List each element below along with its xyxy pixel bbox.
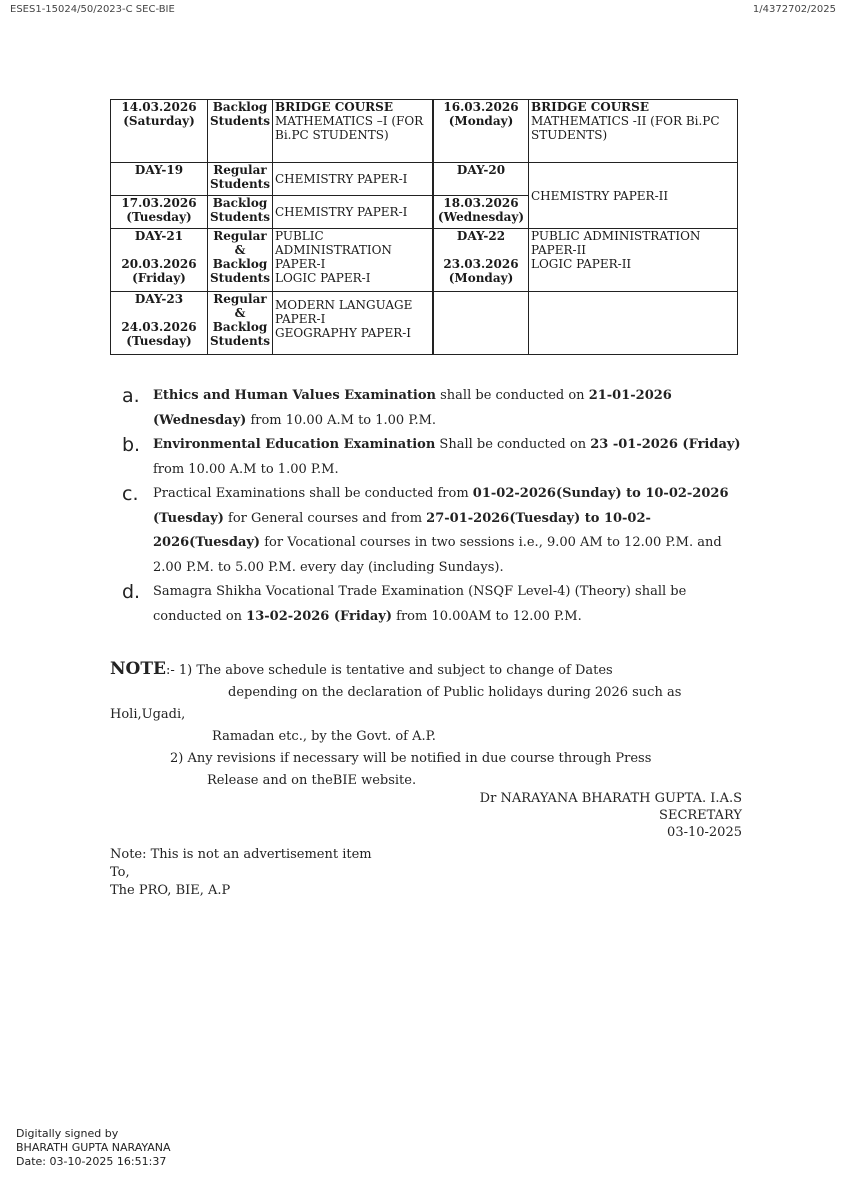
text: from 10.00AM to 12.00 P.M.	[392, 608, 582, 624]
students-cell	[208, 100, 273, 163]
students-label: Regular	[213, 292, 267, 306]
exam-day: (Friday)	[132, 271, 186, 285]
note-text: Holi,Ugadi,	[110, 707, 186, 722]
subject-name: CHEMISTRY PAPER-II	[531, 188, 669, 203]
note-text: Release and on theBIE website.	[207, 773, 417, 788]
students-label: Backlog	[212, 100, 268, 114]
note-label: NOTE	[110, 659, 166, 679]
subject-heading: BRIDGE COURSE	[531, 100, 649, 114]
exam-day: (Monday)	[448, 114, 514, 128]
subject-cell	[273, 163, 433, 196]
date-cell	[434, 196, 529, 229]
digital-signature-line: Date: 03-10-2025 16:51:37	[16, 1155, 167, 1168]
bold-text: 27-01-2026(Tuesday) to 10-02-2026(Tuesday)	[153, 510, 651, 550]
day-label-cell	[111, 163, 208, 196]
list-text	[153, 580, 742, 629]
students-label: &	[234, 243, 246, 257]
students-label: Regular	[213, 163, 267, 177]
exam-date: 14.03.2026	[121, 100, 197, 114]
note-text: 2) Any revisions if necessary will be notified in due course through Press	[170, 751, 652, 766]
subject-cell	[529, 229, 738, 292]
note-text: depending on the declaration of Public holidays during 2026 such as	[228, 685, 682, 700]
students-label: Backlog	[212, 320, 268, 334]
note-text: 1) The above schedule is tentative and subject to change of Dates	[178, 663, 613, 678]
subject-name: MODERN LANGUAGE PAPER-I	[275, 298, 413, 326]
date-cell	[111, 100, 208, 163]
subject-name: CHEMISTRY PAPER-I	[275, 205, 408, 219]
list-text	[153, 384, 742, 433]
bold-text: Environmental Education Examination	[153, 437, 436, 452]
empty-cell	[529, 292, 738, 355]
students-cell	[208, 196, 273, 229]
subject-name: PUBLIC ADMINISTRATION PAPER-I	[275, 229, 392, 271]
students-cell	[208, 229, 273, 292]
students-label: Students	[210, 334, 270, 348]
students-label: &	[234, 306, 246, 320]
students-label: Regular	[213, 229, 267, 243]
exam-day: (Tuesday)	[126, 334, 192, 348]
table-row	[111, 292, 738, 355]
students-label: Students	[210, 177, 270, 191]
day-label: DAY-20	[456, 163, 506, 177]
exam-day: (Monday)	[448, 271, 514, 285]
students-label: Students	[210, 271, 270, 285]
list-item	[122, 482, 742, 580]
digital-signature	[16, 1127, 171, 1169]
exam-date: 18.03.2026	[443, 196, 519, 210]
text: Shall be conducted on	[435, 437, 591, 452]
list-marker: a.	[122, 385, 140, 407]
list-item	[122, 384, 742, 433]
day-label-cell	[434, 163, 529, 196]
subject-name: LOGIC PAPER-II	[531, 257, 632, 271]
bold-text: Ethics and Human Values Examination	[153, 388, 436, 403]
subject-cell	[529, 100, 738, 163]
bold-text: 13-02-2026 (Friday)	[246, 608, 393, 624]
text: shall be conducted on	[436, 388, 589, 403]
footer-to: To,	[110, 865, 130, 880]
subject-name: LOGIC PAPER-I	[275, 271, 371, 285]
subject-heading: BRIDGE COURSE	[275, 100, 393, 114]
list-item	[122, 433, 742, 482]
students-label: Backlog	[212, 196, 268, 210]
subject-name: MATHEMATICS –I (FOR Bi.PC STUDENTS)	[275, 114, 424, 142]
footer-block	[110, 846, 372, 900]
exam-day: (Wednesday)	[437, 210, 525, 224]
exam-day: (Tuesday)	[126, 210, 192, 224]
day-label: DAY-23	[134, 292, 184, 306]
text: for General courses and from	[223, 510, 427, 526]
footer-recipient: The PRO, BIE, A.P	[110, 883, 231, 898]
table-row	[111, 100, 738, 163]
bold-text: 01-02-2026(Sunday) to 10-02-2026 (Tuesday)	[153, 486, 729, 526]
list-item	[122, 580, 742, 629]
students-label: Students	[210, 114, 270, 128]
exam-day: (Saturday)	[123, 114, 195, 128]
date-cell	[111, 196, 208, 229]
subject-name: PUBLIC ADMINISTRATION PAPER-II	[531, 229, 701, 257]
text: for Vocational courses in two sessions i.e., 9.00 AM to 12.00 P.M. and 2.00 P.M. to 5.00 P.M. every day (including Sundays).	[153, 535, 722, 575]
signatory-title: SECRETARY	[659, 808, 742, 823]
text: from 10.00 A.M to 1.00 P.M.	[246, 412, 437, 428]
list-marker: d.	[122, 581, 141, 603]
exam-notes-list	[122, 384, 742, 629]
subject-cell	[273, 292, 433, 355]
list-text	[153, 482, 742, 580]
text: Practical Examinations shall be conducted from	[153, 486, 473, 501]
note-text: Ramadan etc., by the Govt. of A.P.	[212, 729, 436, 744]
subject-cell	[273, 196, 433, 229]
date-cell	[111, 229, 208, 292]
list-marker: c.	[122, 483, 139, 505]
bold-text: 21-01-2026 (Wednesday)	[153, 388, 672, 428]
exam-date: 16.03.2026	[443, 100, 519, 114]
table-row	[111, 163, 738, 196]
exam-date: 23.03.2026	[443, 257, 519, 271]
document-number: 1/4372702/2025	[752, 4, 836, 15]
exam-schedule-table	[110, 99, 738, 355]
file-reference: ESES1-15024/50/2023-C SEC-BIE	[10, 4, 175, 15]
footer-note: Note: This is not an advertisement item	[110, 847, 372, 862]
students-cell	[208, 163, 273, 196]
day-label: DAY-21	[134, 229, 184, 243]
exam-date: 24.03.2026	[121, 320, 197, 334]
note-section	[110, 658, 750, 792]
students-label: Students	[210, 210, 270, 224]
day-label: DAY-22	[456, 229, 506, 243]
bold-text: 23 -01-2026 (Friday)	[590, 437, 741, 452]
text: Samagra Shikha Vocational Trade Examination (NSQF Level-4) (Theory) shall be conducted on	[153, 584, 687, 624]
students-cell	[208, 292, 273, 355]
day-label: DAY-19	[134, 163, 184, 177]
digital-signature-line: Digitally signed by	[16, 1127, 119, 1140]
signatory-name: Dr NARAYANA BHARATH GUPTA. I.A.S	[479, 791, 742, 806]
date-cell	[111, 292, 208, 355]
exam-date: 20.03.2026	[121, 257, 197, 271]
subject-cell	[273, 100, 433, 163]
subject-name: GEOGRAPHY PAPER-I	[275, 326, 412, 340]
table-row	[111, 229, 738, 292]
note-separator: :-	[165, 663, 179, 678]
list-text	[153, 433, 742, 482]
exam-date: 17.03.2026	[121, 196, 197, 210]
subject-name: MATHEMATICS -II (FOR Bi.PC STUDENTS)	[531, 114, 720, 142]
text: from 10.00 A.M to 1.00 P.M.	[153, 461, 339, 477]
subject-name: CHEMISTRY PAPER-I	[275, 172, 408, 186]
digital-signature-line: BHARATH GUPTA NARAYANA	[16, 1141, 171, 1154]
list-marker: b.	[122, 434, 141, 456]
subject-cell	[273, 229, 433, 292]
date-cell	[434, 100, 529, 163]
date-cell	[434, 229, 529, 292]
signatory-date: 03-10-2025	[667, 825, 742, 840]
signatory-block	[480, 790, 742, 841]
empty-cell	[434, 292, 529, 355]
students-label: Backlog	[212, 257, 268, 271]
subject-cell	[529, 163, 738, 229]
